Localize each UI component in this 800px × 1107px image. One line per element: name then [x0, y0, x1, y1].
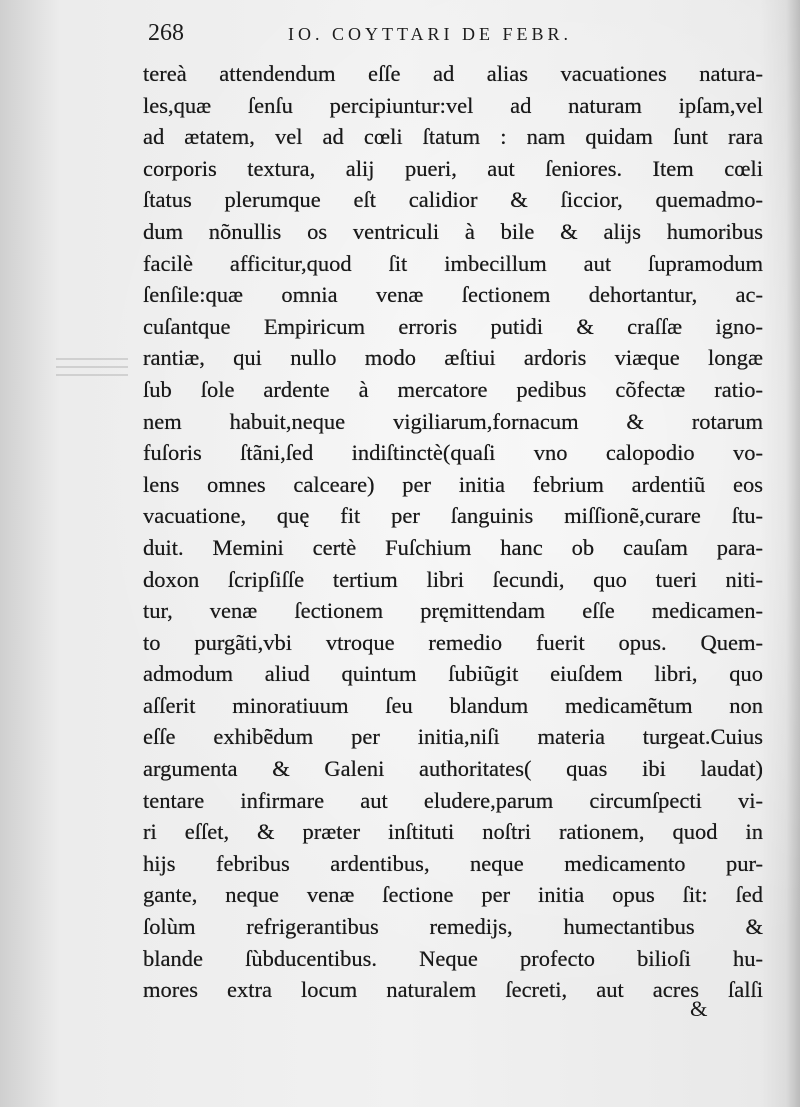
text-line: ſtatus plerumque eſt calidior & ſiccior, quemadmo- [143, 187, 763, 213]
page-header [0, 20, 800, 50]
text-line: doxon ſcripſiſſe tertium libri ſecundi, quo tueri niti- [143, 566, 763, 592]
text-line: hijs febribus ardentibus, neque medicamento pur- [143, 850, 763, 876]
text-line: gante, neque venæ ſectione per initia opus ſit: ſed [143, 882, 763, 908]
text-line: vacuatione, quę fit per ſanguinis miſſionẽ,curare ſtu- [143, 503, 763, 529]
text-line: ad ætatem, vel ad cœli ſtatum : nam quidam ſunt rara [143, 124, 763, 150]
text-line: fuſoris ſtãni,ſed indiſtinctè(quaſi vno calopodio vo- [143, 440, 763, 466]
body-text [143, 58, 763, 1006]
page-edge-shadow [786, 0, 800, 1107]
faded-margin-note [56, 352, 128, 412]
text-line: ſenſile:quæ omnia venæ ſectionem dehortantur, ac- [143, 282, 763, 308]
text-line: ſolùm refrigerantibus remedijs, humectantibus & [143, 914, 763, 940]
text-line: duit. Memini certè Fuſchium hanc ob cauſam para- [143, 534, 763, 560]
text-line: lens omnes calceare) per initia febrium ardentiũ eos [143, 471, 763, 497]
text-line: dum nõnullis os ventriculi à bile & alijs humoribus [143, 218, 763, 244]
text-line: eſſe exhibẽdum per initia,niſi materia turgeat.Cuius [143, 724, 763, 750]
text-line: rantiæ, qui nullo modo æſtiui ardoris viæque longæ [143, 345, 763, 371]
text-line: tur, venæ ſectionem pręmittendam eſſe medicamen- [143, 598, 763, 624]
text-line: admodum aliud quintum ſubiũgit eiuſdem libri, quo [143, 661, 763, 687]
text-line: argumenta & Galeni authoritates( quas ibi laudat) [143, 756, 763, 782]
text-line: cuſantque Empiricum erroris putidi & craſſæ igno- [143, 313, 763, 339]
text-line: nem habuit,neque vigiliarum,fornacum & rotarum [143, 408, 763, 434]
text-line: les,quæ ſenſu percipiuntur:vel ad naturam ipſam,vel [143, 92, 763, 118]
text-line: facilè afficitur,quod ſit imbecillum aut ſupramodum [143, 250, 763, 276]
catchword: & [690, 996, 708, 1021]
text-line: blande ſùbducentibus. Neque profecto bilioſi hu- [143, 945, 763, 971]
text-line: ri eſſet, & præter inſtituti noſtri rationem, quod in [143, 819, 763, 845]
page-number: 268 [148, 20, 184, 46]
running-head: IO. COYTTARI DE FEBR. [288, 24, 573, 44]
text-line: aſſerit minoratiuum ſeu blandum medicamẽtum non [143, 692, 763, 718]
text-line: tereà attendendum eſſe ad alias vacuationes natura- [143, 61, 763, 86]
text-line: tentare infirmare aut eludere,parum circumſpecti vi- [143, 787, 763, 813]
text-line: corporis textura, alij pueri, aut ſeniores. Item cœli [143, 155, 763, 181]
text-line: mores extra locum naturalem ſecreti, aut acres ſalſi [143, 977, 763, 1003]
text-line: to purgãti,vbi vtroque remedio fuerit opus. Quem- [143, 629, 763, 655]
text-line: ſub ſole ardente à mercatore pedibus cõfectæ ratio- [143, 376, 763, 402]
